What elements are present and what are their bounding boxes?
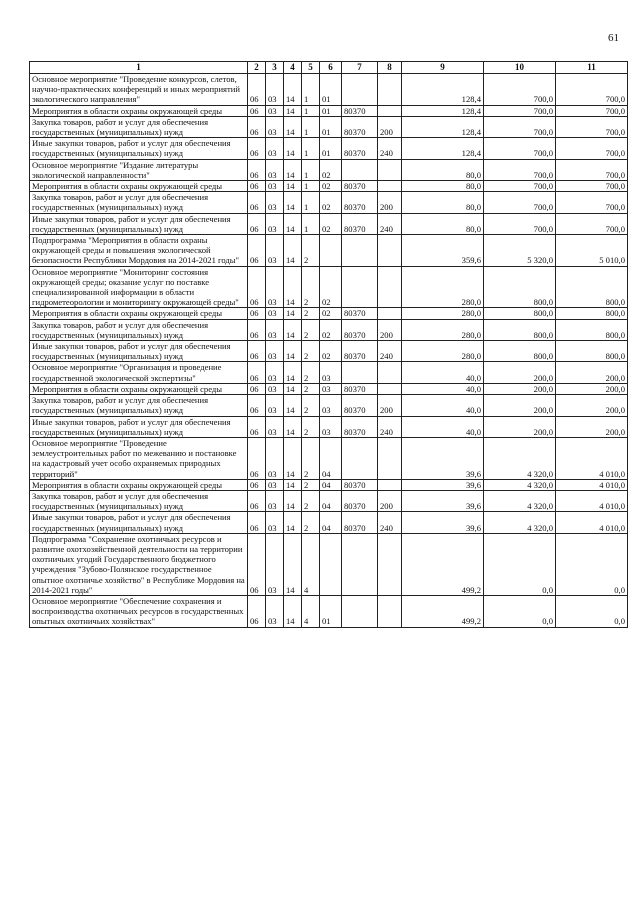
- table-body: [30, 74, 628, 628]
- table-row: [30, 479, 628, 490]
- code-cell: [378, 181, 402, 192]
- value-cell: 4 010,0: [556, 437, 628, 479]
- code-cell: 2: [302, 395, 320, 416]
- code-cell: 2: [302, 416, 320, 437]
- code-cell: 80370: [342, 105, 378, 116]
- code-cell: 1: [302, 105, 320, 116]
- code-cell: 06: [248, 416, 266, 437]
- table-row: [30, 213, 628, 234]
- table-row: [30, 308, 628, 319]
- value-cell: 128,4: [402, 138, 484, 159]
- value-cell: 39,6: [402, 479, 484, 490]
- value-cell: 800,0: [484, 308, 556, 319]
- code-cell: [342, 159, 378, 180]
- value-cell: 5 010,0: [556, 235, 628, 267]
- code-cell: 03: [266, 74, 284, 106]
- value-cell: 200,0: [484, 383, 556, 394]
- code-cell: 1: [302, 159, 320, 180]
- code-cell: 14: [284, 213, 302, 234]
- code-cell: 2: [302, 362, 320, 383]
- value-cell: 4 320,0: [484, 512, 556, 533]
- value-cell: 800,0: [556, 308, 628, 319]
- code-cell: 200: [378, 319, 402, 340]
- value-cell: 128,4: [402, 105, 484, 116]
- code-cell: 240: [378, 512, 402, 533]
- code-cell: 06: [248, 192, 266, 213]
- row-name-cell: Основное мероприятие "Организация и проведение государственной экологической экспертизы": [30, 362, 248, 383]
- value-cell: 700,0: [484, 74, 556, 106]
- row-name-cell: Закупка товаров, работ и услуг для обеспечения государственных (муниципальных) нужд: [30, 490, 248, 511]
- code-cell: 06: [248, 105, 266, 116]
- code-cell: 14: [284, 437, 302, 479]
- value-cell: 39,6: [402, 512, 484, 533]
- value-cell: 0,0: [556, 533, 628, 595]
- code-cell: 200: [378, 395, 402, 416]
- row-name-cell: Закупка товаров, работ и услуг для обеспечения государственных (муниципальных) нужд: [30, 116, 248, 137]
- table-row: [30, 138, 628, 159]
- code-cell: 14: [284, 319, 302, 340]
- value-cell: 4 320,0: [484, 490, 556, 511]
- row-name-cell: Закупка товаров, работ и услуг для обеспечения государственных (муниципальных) нужд: [30, 395, 248, 416]
- table-row: [30, 266, 628, 308]
- code-cell: 80370: [342, 116, 378, 137]
- code-cell: 01: [320, 74, 342, 106]
- header-cell: 4: [284, 62, 302, 74]
- code-cell: 03: [320, 395, 342, 416]
- header-cell: 2: [248, 62, 266, 74]
- code-cell: 1: [302, 181, 320, 192]
- row-name-cell: Иные закупки товаров, работ и услуг для обеспечения государственных (муниципальных) нужд: [30, 341, 248, 362]
- code-cell: 06: [248, 159, 266, 180]
- code-cell: 06: [248, 595, 266, 627]
- code-cell: 06: [248, 341, 266, 362]
- row-name-cell: Иные закупки товаров, работ и услуг для обеспечения государственных (муниципальных) нужд: [30, 213, 248, 234]
- value-cell: 280,0: [402, 319, 484, 340]
- value-cell: 800,0: [556, 341, 628, 362]
- value-cell: 700,0: [556, 213, 628, 234]
- header-cell: 8: [378, 62, 402, 74]
- value-cell: 39,6: [402, 490, 484, 511]
- code-cell: 03: [266, 437, 284, 479]
- code-cell: 80370: [342, 192, 378, 213]
- value-cell: 700,0: [484, 105, 556, 116]
- value-cell: 700,0: [484, 192, 556, 213]
- table-row: [30, 512, 628, 533]
- table-row: [30, 105, 628, 116]
- code-cell: 01: [320, 105, 342, 116]
- code-cell: 01: [320, 138, 342, 159]
- value-cell: 280,0: [402, 341, 484, 362]
- value-cell: 0,0: [484, 595, 556, 627]
- code-cell: 03: [266, 159, 284, 180]
- code-cell: 02: [320, 319, 342, 340]
- code-cell: 2: [302, 341, 320, 362]
- code-cell: 03: [266, 138, 284, 159]
- code-cell: 200: [378, 116, 402, 137]
- code-cell: [378, 362, 402, 383]
- value-cell: 200,0: [484, 362, 556, 383]
- code-cell: 2: [302, 479, 320, 490]
- code-cell: [378, 479, 402, 490]
- code-cell: 02: [320, 159, 342, 180]
- code-cell: 80370: [342, 319, 378, 340]
- value-cell: 200,0: [556, 383, 628, 394]
- value-cell: 4 010,0: [556, 512, 628, 533]
- code-cell: 06: [248, 437, 266, 479]
- code-cell: [378, 159, 402, 180]
- code-cell: 2: [302, 266, 320, 308]
- code-cell: 02: [320, 213, 342, 234]
- code-cell: 1: [302, 74, 320, 106]
- code-cell: 03: [266, 341, 284, 362]
- value-cell: 700,0: [556, 192, 628, 213]
- table-row: [30, 416, 628, 437]
- row-name-cell: Мероприятия в области охраны окружающей среды: [30, 383, 248, 394]
- value-cell: 700,0: [556, 138, 628, 159]
- code-cell: 03: [266, 416, 284, 437]
- row-name-cell: Иные закупки товаров, работ и услуг для обеспечения государственных (муниципальных) нужд: [30, 512, 248, 533]
- code-cell: 14: [284, 159, 302, 180]
- code-cell: 06: [248, 383, 266, 394]
- code-cell: 14: [284, 533, 302, 595]
- code-cell: 06: [248, 266, 266, 308]
- code-cell: 4: [302, 533, 320, 595]
- value-cell: 40,0: [402, 416, 484, 437]
- code-cell: 14: [284, 362, 302, 383]
- value-cell: 200,0: [556, 416, 628, 437]
- code-cell: 04: [320, 490, 342, 511]
- table-row: [30, 235, 628, 267]
- row-name-cell: Основное мероприятие "Мониторинг состояния окружающей среды; оказание услуг по поставке специализированной информации в области гидрометеорологии и мониторингу окружающей среды": [30, 266, 248, 308]
- table-row: [30, 341, 628, 362]
- header-cell: 1: [30, 62, 248, 74]
- value-cell: 4 010,0: [556, 490, 628, 511]
- value-cell: 700,0: [556, 181, 628, 192]
- code-cell: 06: [248, 308, 266, 319]
- code-cell: 14: [284, 138, 302, 159]
- header-cell: 5: [302, 62, 320, 74]
- code-cell: 03: [266, 181, 284, 192]
- code-cell: 1: [302, 192, 320, 213]
- value-cell: 128,4: [402, 116, 484, 137]
- code-cell: 06: [248, 74, 266, 106]
- code-cell: [342, 235, 378, 267]
- code-cell: [342, 266, 378, 308]
- code-cell: 06: [248, 213, 266, 234]
- value-cell: 800,0: [484, 319, 556, 340]
- code-cell: 80370: [342, 490, 378, 511]
- value-cell: 200,0: [484, 395, 556, 416]
- code-cell: 06: [248, 395, 266, 416]
- code-cell: 2: [302, 383, 320, 394]
- value-cell: 499,2: [402, 595, 484, 627]
- code-cell: 03: [266, 383, 284, 394]
- code-cell: 02: [320, 192, 342, 213]
- value-cell: 700,0: [556, 116, 628, 137]
- value-cell: 80,0: [402, 181, 484, 192]
- value-cell: 800,0: [484, 341, 556, 362]
- code-cell: 03: [266, 235, 284, 267]
- code-cell: 02: [320, 181, 342, 192]
- code-cell: 80370: [342, 181, 378, 192]
- code-cell: 80370: [342, 416, 378, 437]
- code-cell: 06: [248, 138, 266, 159]
- value-cell: 80,0: [402, 192, 484, 213]
- code-cell: 02: [320, 266, 342, 308]
- code-cell: 14: [284, 595, 302, 627]
- table-row: [30, 533, 628, 595]
- header-cell: 9: [402, 62, 484, 74]
- code-cell: [342, 533, 378, 595]
- code-cell: 14: [284, 308, 302, 319]
- code-cell: 14: [284, 512, 302, 533]
- table-row: [30, 437, 628, 479]
- code-cell: [378, 235, 402, 267]
- header-cell: 11: [556, 62, 628, 74]
- code-cell: 80370: [342, 138, 378, 159]
- value-cell: 800,0: [484, 266, 556, 308]
- table-row: [30, 595, 628, 627]
- value-cell: 200,0: [556, 362, 628, 383]
- code-cell: 03: [320, 416, 342, 437]
- code-cell: 1: [302, 116, 320, 137]
- code-cell: 1: [302, 138, 320, 159]
- value-cell: 4 010,0: [556, 479, 628, 490]
- code-cell: [378, 533, 402, 595]
- code-cell: 06: [248, 479, 266, 490]
- value-cell: 280,0: [402, 266, 484, 308]
- value-cell: 128,4: [402, 74, 484, 106]
- row-name-cell: Подпрограмма "Мероприятия в области охраны окружающей среды и повышения экологической безопасности Республики Мордовия на 2014-2021 годы": [30, 235, 248, 267]
- value-cell: 0,0: [556, 595, 628, 627]
- code-cell: 14: [284, 395, 302, 416]
- code-cell: 14: [284, 74, 302, 106]
- code-cell: 06: [248, 533, 266, 595]
- value-cell: 700,0: [484, 138, 556, 159]
- page-number: 61: [608, 32, 619, 44]
- value-cell: 700,0: [484, 181, 556, 192]
- row-name-cell: Мероприятия в области охраны окружающей среды: [30, 479, 248, 490]
- value-cell: 800,0: [556, 266, 628, 308]
- table-row: [30, 192, 628, 213]
- code-cell: 03: [266, 490, 284, 511]
- code-cell: 03: [266, 266, 284, 308]
- table-row: [30, 159, 628, 180]
- row-name-cell: Иные закупки товаров, работ и услуг для обеспечения государственных (муниципальных) нужд: [30, 138, 248, 159]
- code-cell: 14: [284, 105, 302, 116]
- code-cell: 01: [320, 595, 342, 627]
- code-cell: 4: [302, 595, 320, 627]
- code-cell: 80370: [342, 395, 378, 416]
- code-cell: 03: [266, 395, 284, 416]
- code-cell: 80370: [342, 213, 378, 234]
- code-cell: 06: [248, 235, 266, 267]
- code-cell: 14: [284, 266, 302, 308]
- value-cell: 499,2: [402, 533, 484, 595]
- code-cell: 80370: [342, 308, 378, 319]
- code-cell: [342, 595, 378, 627]
- header-cell: 3: [266, 62, 284, 74]
- value-cell: 700,0: [556, 105, 628, 116]
- code-cell: 02: [320, 341, 342, 362]
- code-cell: 04: [320, 512, 342, 533]
- value-cell: 40,0: [402, 362, 484, 383]
- code-cell: 04: [320, 437, 342, 479]
- code-cell: 2: [302, 490, 320, 511]
- code-cell: 03: [266, 533, 284, 595]
- table-row: [30, 116, 628, 137]
- row-name-cell: Основное мероприятие "Проведение конкурсов, слетов, научно-практических конференций и иных мероприятий экологического направления": [30, 74, 248, 106]
- code-cell: 03: [266, 192, 284, 213]
- code-cell: 06: [248, 116, 266, 137]
- code-cell: 14: [284, 490, 302, 511]
- code-cell: 03: [266, 512, 284, 533]
- value-cell: 700,0: [556, 159, 628, 180]
- code-cell: [342, 437, 378, 479]
- code-cell: 200: [378, 192, 402, 213]
- code-cell: 2: [302, 319, 320, 340]
- code-cell: 14: [284, 479, 302, 490]
- code-cell: 03: [266, 362, 284, 383]
- code-cell: 03: [266, 213, 284, 234]
- code-cell: 06: [248, 490, 266, 511]
- value-cell: 700,0: [484, 159, 556, 180]
- value-cell: 80,0: [402, 213, 484, 234]
- table-row: [30, 362, 628, 383]
- code-cell: 80370: [342, 383, 378, 394]
- header-cell: 7: [342, 62, 378, 74]
- value-cell: 200,0: [484, 416, 556, 437]
- value-cell: 800,0: [556, 319, 628, 340]
- table-row: [30, 383, 628, 394]
- value-cell: 700,0: [484, 116, 556, 137]
- code-cell: 14: [284, 416, 302, 437]
- code-cell: 03: [266, 116, 284, 137]
- row-name-cell: Иные закупки товаров, работ и услуг для обеспечения государственных (муниципальных) нужд: [30, 416, 248, 437]
- code-cell: 03: [266, 479, 284, 490]
- code-cell: [320, 235, 342, 267]
- code-cell: 06: [248, 319, 266, 340]
- value-cell: 80,0: [402, 159, 484, 180]
- value-cell: 0,0: [484, 533, 556, 595]
- code-cell: [342, 362, 378, 383]
- code-cell: 03: [320, 362, 342, 383]
- code-cell: 14: [284, 181, 302, 192]
- row-name-cell: Закупка товаров, работ и услуг для обеспечения государственных (муниципальных) нужд: [30, 319, 248, 340]
- row-name-cell: Мероприятия в области охраны окружающей среды: [30, 181, 248, 192]
- code-cell: 1: [302, 213, 320, 234]
- code-cell: 14: [284, 192, 302, 213]
- code-cell: 2: [302, 308, 320, 319]
- table-row: [30, 74, 628, 106]
- row-name-cell: Мероприятия в области охраны окружающей среды: [30, 308, 248, 319]
- code-cell: 03: [266, 308, 284, 319]
- code-cell: 01: [320, 116, 342, 137]
- code-cell: 2: [302, 437, 320, 479]
- code-cell: [378, 266, 402, 308]
- table-row: [30, 319, 628, 340]
- value-cell: 700,0: [484, 213, 556, 234]
- code-cell: [378, 383, 402, 394]
- code-cell: 200: [378, 490, 402, 511]
- value-cell: 40,0: [402, 395, 484, 416]
- value-cell: 4 320,0: [484, 437, 556, 479]
- code-cell: 06: [248, 362, 266, 383]
- code-cell: [378, 74, 402, 106]
- value-cell: 39,6: [402, 437, 484, 479]
- value-cell: 5 320,0: [484, 235, 556, 267]
- code-cell: 240: [378, 138, 402, 159]
- table-row: [30, 490, 628, 511]
- row-name-cell: Мероприятия в области охраны окружающей среды: [30, 105, 248, 116]
- code-cell: 2: [302, 235, 320, 267]
- header-cell: 6: [320, 62, 342, 74]
- code-cell: 03: [266, 595, 284, 627]
- code-cell: 2: [302, 512, 320, 533]
- code-cell: 240: [378, 213, 402, 234]
- row-name-cell: Основное мероприятие "Проведение землеустроительных работ по межеванию и постановке на кадастровый учет особо охраняемых природных территорий": [30, 437, 248, 479]
- code-cell: 03: [266, 319, 284, 340]
- code-cell: 14: [284, 116, 302, 137]
- code-cell: 14: [284, 341, 302, 362]
- code-cell: 14: [284, 235, 302, 267]
- value-cell: 4 320,0: [484, 479, 556, 490]
- code-cell: 240: [378, 341, 402, 362]
- row-name-cell: Основное мероприятие "Издание литературы экологической направленности": [30, 159, 248, 180]
- value-cell: 40,0: [402, 383, 484, 394]
- value-cell: 280,0: [402, 308, 484, 319]
- code-cell: [378, 308, 402, 319]
- code-cell: 03: [266, 105, 284, 116]
- value-cell: 700,0: [556, 74, 628, 106]
- code-cell: [378, 595, 402, 627]
- code-cell: 14: [284, 383, 302, 394]
- code-cell: [342, 74, 378, 106]
- code-cell: 240: [378, 416, 402, 437]
- value-cell: 200,0: [556, 395, 628, 416]
- code-cell: [378, 105, 402, 116]
- code-cell: [320, 533, 342, 595]
- budget-table: [29, 61, 628, 628]
- value-cell: 359,6: [402, 235, 484, 267]
- code-cell: 03: [320, 383, 342, 394]
- code-cell: 04: [320, 479, 342, 490]
- table-row: [30, 395, 628, 416]
- code-cell: 06: [248, 512, 266, 533]
- row-name-cell: Закупка товаров, работ и услуг для обеспечения государственных (муниципальных) нужд: [30, 192, 248, 213]
- table-row: [30, 181, 628, 192]
- code-cell: [378, 437, 402, 479]
- row-name-cell: Подпрограмма "Сохранение охотничьих ресурсов и развитие охотхозяйственной деятельности на территории охотничьих угодий Государственного бюджетного учреждения "Зубово-Полянское государственное опытное охотничье хозяйство" в Республике Мордовия на 2014-2021 годы": [30, 533, 248, 595]
- code-cell: 80370: [342, 341, 378, 362]
- header-cell: 10: [484, 62, 556, 74]
- code-cell: 80370: [342, 512, 378, 533]
- header-row: [30, 62, 628, 74]
- code-cell: 02: [320, 308, 342, 319]
- row-name-cell: Основное мероприятие "Обеспечение сохранения и воспроизводства охотничьих ресурсов в государственных опытных охотничьих хозяйствах": [30, 595, 248, 627]
- code-cell: 06: [248, 181, 266, 192]
- code-cell: 80370: [342, 479, 378, 490]
